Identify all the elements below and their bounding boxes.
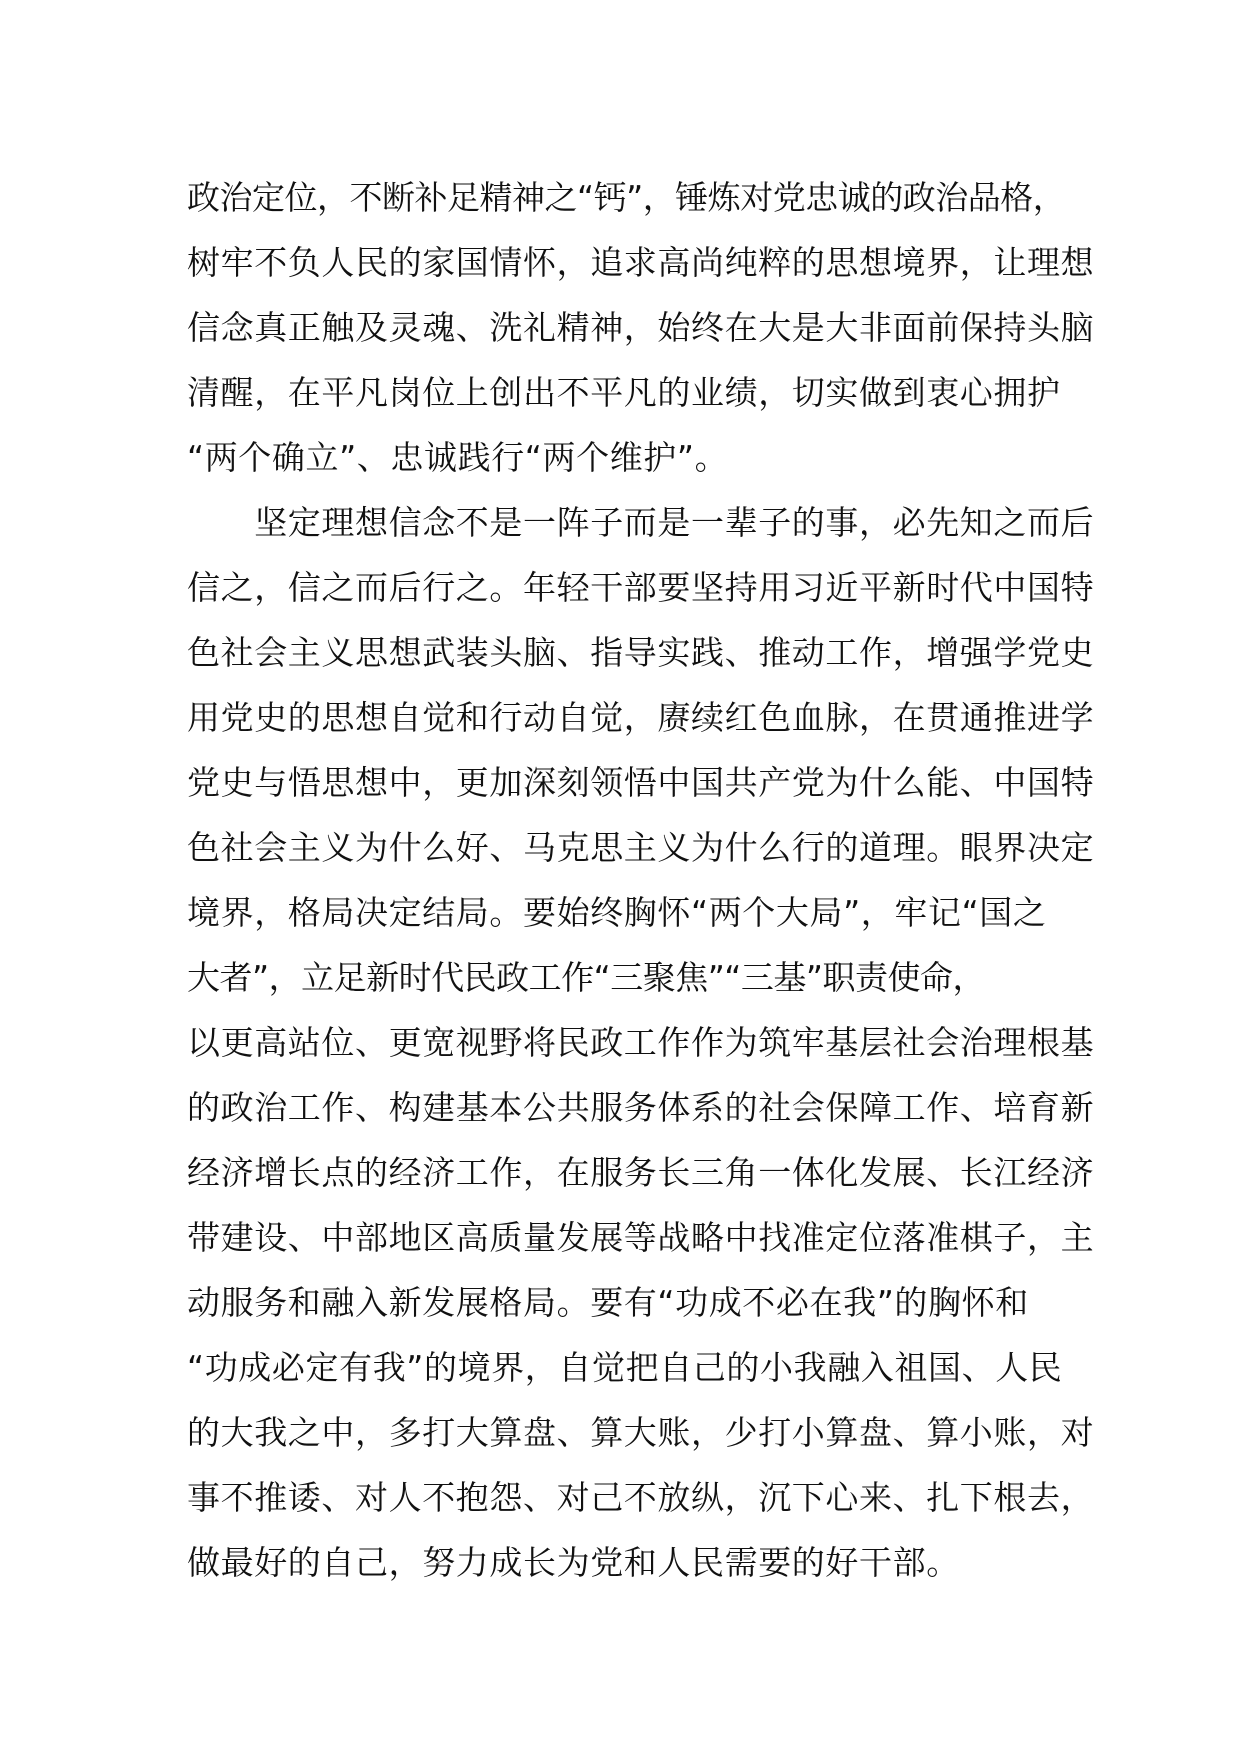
text-line: 色社会主义思想武装头脑、指导实践、推动工作，增强学党史 — [187, 633, 1095, 672]
text-line: 大者”，立足新时代民政工作“三聚焦”“三基”职责使命， — [187, 958, 985, 997]
text-line: 带建设、中部地区高质量发展等战略中找准定位落准棋子，主 — [187, 1218, 1095, 1257]
text-line: 的大我之中，多打大算盘、算大账，少打小算盘、算小账，对 — [187, 1413, 1095, 1452]
text-line: 信念真正触及灵魂、洗礼精神，始终在大是大非面前保持头脑 — [187, 308, 1095, 347]
body-text — [187, 165, 1095, 1595]
text-line: 的政治工作、构建基本公共服务体系的社会保障工作、培育新 — [187, 1088, 1095, 1127]
text-line: 党史与悟思想中，更加深刻领悟中国共产党为什么能、中国特 — [187, 763, 1095, 802]
text-line: 政治定位，不断补足精神之“钙”，锤炼对党忠诚的政治品格， — [187, 178, 1066, 217]
text-line: 动服务和融入新发展格局。要有“功成不必在我”的胸怀和 — [187, 1283, 1029, 1322]
text-line: “功成必定有我”的境界，自觉把自己的小我融入祖国、人民 — [187, 1348, 1063, 1387]
text-line: 色社会主义为什么好、马克思主义为什么行的道理。眼界决定 — [187, 828, 1095, 867]
text-line: 事不推诿、对人不抱怨、对己不放纵，沉下心来、扎下根去， — [187, 1478, 1095, 1517]
text-line: 做最好的自己，努力成长为党和人民需要的好干部。 — [187, 1543, 960, 1582]
paragraph-start-line: 坚定理想信念不是一阵子而是一辈子的事，必先知之而后 — [187, 503, 1095, 542]
text-line: “两个确立”、忠诚践行“两个维护”。 — [187, 438, 729, 477]
text-line: 以更高站位、更宽视野将民政工作作为筑牢基层社会治理根基 — [187, 1023, 1095, 1062]
text-line: 清醒，在平凡岗位上创出不平凡的业绩，切实做到衷心拥护 — [187, 373, 1061, 412]
text-line: 树牢不负人民的家国情怀，追求高尚纯粹的思想境界，让理想 — [187, 243, 1095, 282]
text-line: 用党史的思想自觉和行动自觉，赓续红色血脉，在贯通推进学 — [187, 698, 1095, 737]
text-line: 经济增长点的经济工作，在服务长三角一体化发展、长江经济 — [187, 1153, 1095, 1192]
text-line: 信之，信之而后行之。年轻干部要坚持用习近平新时代中国特 — [187, 568, 1095, 607]
text-line: 境界，格局决定结局。要始终胸怀“两个大局”，牢记“国之 — [187, 893, 1047, 932]
